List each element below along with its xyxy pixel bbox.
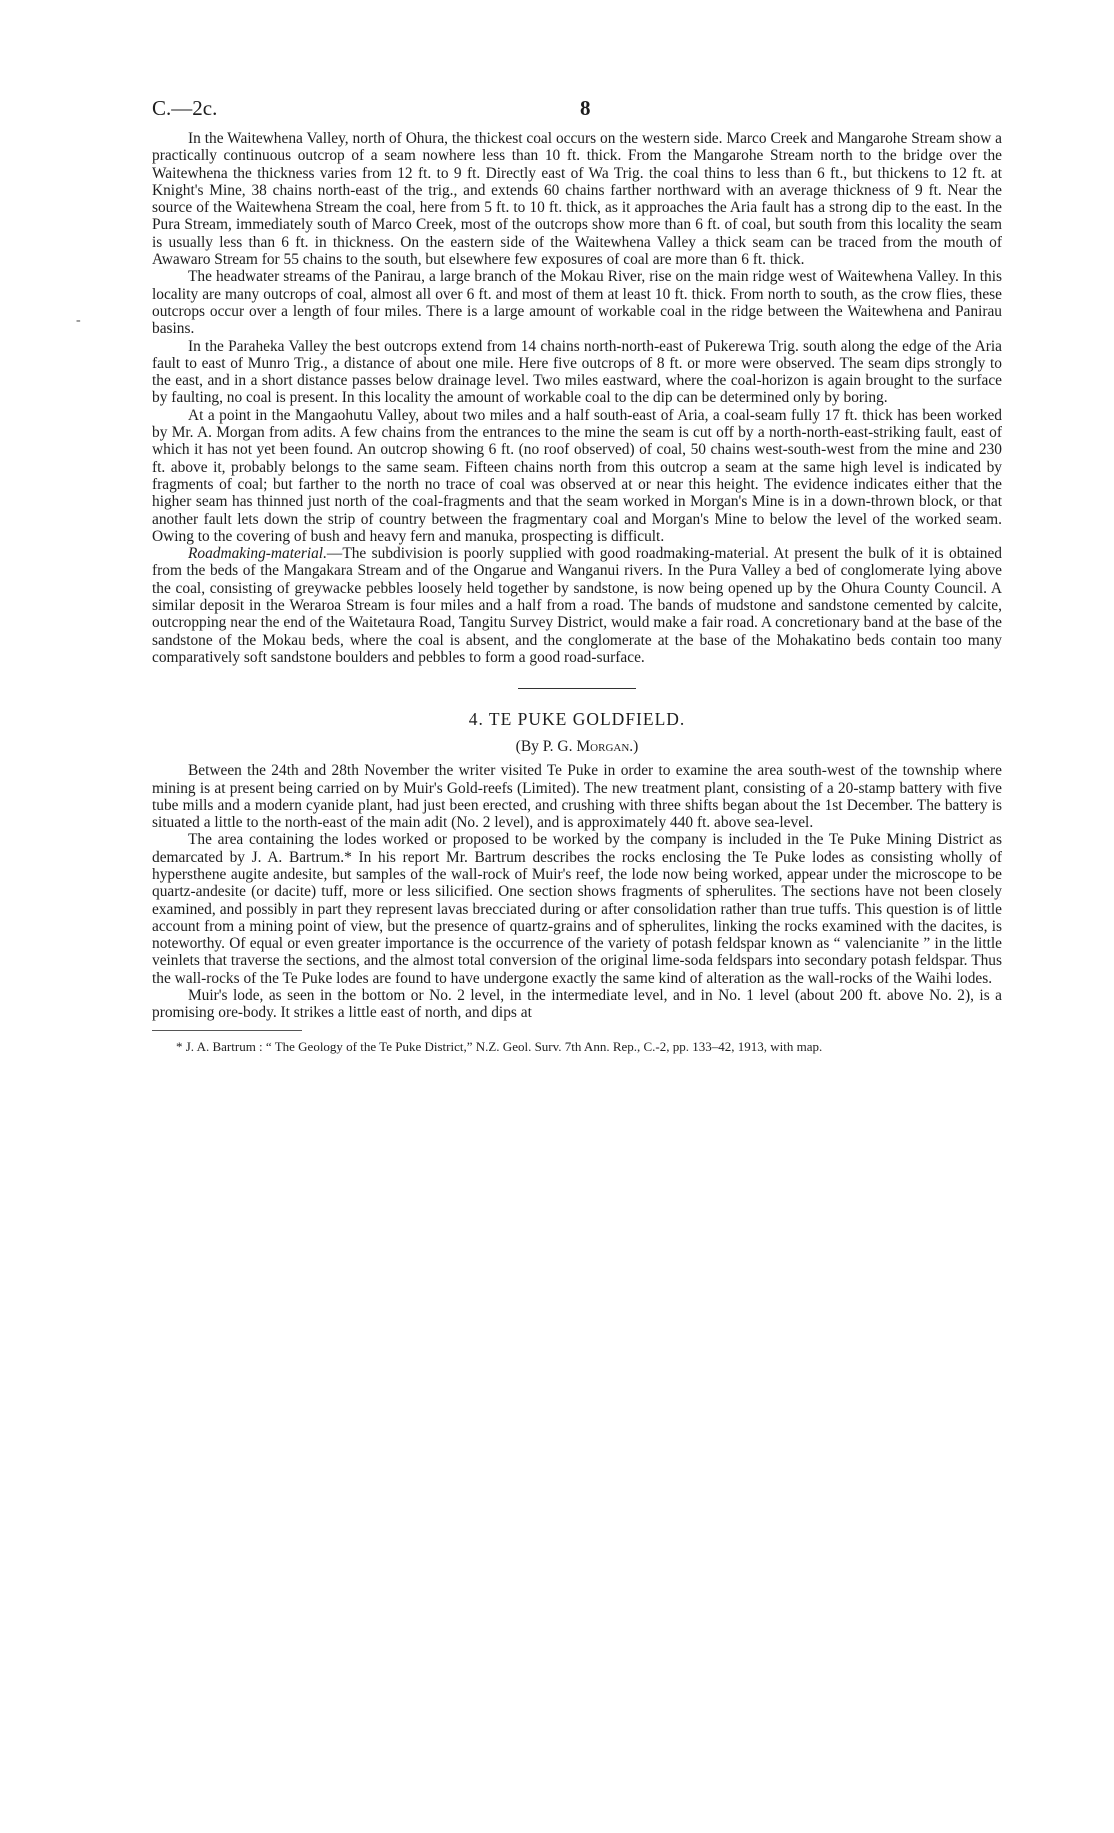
section-divider (518, 688, 636, 689)
coal-section (152, 130, 1002, 666)
document-page (152, 96, 1002, 1054)
document-code: C.—2c. (152, 96, 218, 120)
page-number: 8 (580, 96, 591, 120)
byline (152, 738, 1002, 756)
paragraph-muirs-lode: Muir's lode, as seen in the bottom or No. 2 level, in the intermediate level, and in No. 1 level (about 200 ft. above No. 2), is a promising ore-body. It strikes a little east of north, and dips at (152, 987, 1002, 1022)
byline-suffix: .) (629, 738, 639, 756)
byline-name: Morgan (576, 738, 630, 756)
byline-prefix: (By P. G. (515, 738, 573, 756)
paragraph-roadmaking (152, 545, 1002, 666)
paragraph-visit: Between the 24th and 28th November the writer visited Te Puke in order to examine the area south-west of the township where mining is at present being carried on by Muir's Gold-reefs (Limited). The new treatment plant, consisting of a 20-stamp battery with five tube mills and a modern cyanide plant, had just been erected, and crushing with three shifts began about the 1st December. The battery is situated a little to the north-east of the main adit (No. 2 level), and is approximately 440 ft. above sea-level. (152, 762, 1002, 832)
roadmaking-dash: — (326, 545, 343, 563)
roadmaking-text: The subdivision is poorly supplied with good roadmaking-material. At present the bulk of it is obtained from the beds of the Mangakara Stream and of the Ongarue and Wanganui rivers. In the Pura Valley a bed of conglomerate lying above the coal, consisting of greywacke pebbles loosely held together by sandstone, is now being opened up by the Ohura County Council. A similar deposit in the Weraroa Stream is four miles and a half from a road. The bands of mudstone and sandstone cemented by calcite, outcropping near the end of the Waitetaura Road, Tangitu Survey District, would make a fair road. A concretionary band at the base of the sandstone of the Mokau beds, where the coal is absent, and the conglomerate at the base of the Mohakatino beds contain too many comparatively soft sandstone boulders and pebbles to form a good road-surface. (152, 545, 1002, 666)
footnote-divider (152, 1030, 302, 1031)
footnote: * J. A. Bartrum : “ The Geology of the Te Puke District,” N.Z. Geol. Surv. 7th Ann. Rep., C.-2, pp. 133–42, 1913, with map. (176, 1038, 823, 1054)
section-title: 4. TE PUKE GOLDFIELD. (468, 709, 686, 730)
paragraph-wall-rocks: The area containing the lodes worked or proposed to be worked by the company is included in the Te Puke Mining District as demarcated by J. A. Bartrum.* In his report Mr. Bartrum describes the rocks enclosing the Te Puke lodes as consisting wholly of hypersthene augite andesite, but samples of the wall-rock of Muir's reef, the lode now being worked, appear under the microscope to be quartz-andesite (or dacite) tuff, more or less silicified. One section shows fragments of spherulites. The sections have not been closely examined, and possibly in part they represent lavas brecciated during or after consolidation rather than true tuffs. This question is of little account from a mining point of view, but the presence of quartz-grains and of spherulites, linking the rocks examined with the dacites, is noteworthy. Of equal or even greater importance is the occurrence of the variety of potash feldspar known as “ valencianite ” in the little veinlets that traverse the sections, and the almost total conversion of the original lime-soda feldspars into secondary potash feldspar. Thus the wall-rocks of the Te Puke lodes are found to have undergone exactly the same kind of alteration as the wall-rocks of the Waihi lodes. (152, 831, 1002, 987)
paragraph-waitewhena: In the Waitewhena Valley, north of Ohura, the thickest coal occurs on the western side. Marco Creek and Mangarohe Stream show a practically continuous outcrop of a seam nowhere less than 10 ft. thick. From the Mangarohe Stream north to the bridge over the Waitewhena the thickness varies from 12 ft. to 9 ft. Directly east of Wa Trig. the coal thins to less than 6 ft., but thickens to 12 ft. at Knight's Mine, 38 chains north-east of the trig., and extends 60 chains farther northward with an average thickness of 9 ft. Near the source of the Waitewhena Stream the coal, here from 5 ft. to 10 ft. thick, as it approaches the Aria fault has a strong dip to the east. In the Pura Stream, immediately south of Marco Creek, most of the outcrops show more than 6 ft. of coal, but south from this locality the seam is usually less than 6 ft. in thickness. On the eastern side of the Waitewhena Valley a thick seam can be traced from the mouth of Awawaro Stream for 55 chains to the south, but elsewhere few exposures of coal are more than 6 ft. thick. (152, 130, 1002, 269)
running-head (152, 96, 1002, 130)
paragraph-panirau: The headwater streams of the Panirau, a large branch of the Mokau River, rise on the main ridge west of Waitewhena Valley. In this locality are many outcrops of coal, almost all over 6 ft. and most of them at least 10 ft. thick. From north to south, as the crow flies, these outcrops occur over a length of four miles. There is a large amount of workable coal in the ridge between the Waitewhena and Panirau basins. (152, 268, 1002, 338)
margin-mark: - (76, 313, 81, 328)
roadmaking-label: Roadmaking-material. (188, 545, 327, 563)
paragraph-paraheka: In the Paraheka Valley the best outcrops extend from 14 chains north-north-east of Pukerewa Trig. south along the edge of the Aria fault to east of Munro Trig., a distance of about one mile. Here five outcrops of 8 ft. or more were observed. The seam dips strongly to the east, and in a short distance passes below drainage level. Two miles eastward, where the coal-horizon is again brought to the surface by faulting, no coal is present. In this locality the amount of workable coal to the dip can be determined only by boring. (152, 337, 1002, 407)
paragraph-mangaohutu: At a point in the Mangaohutu Valley, about two miles and a half south-east of Aria, a coal-seam fully 17 ft. thick has been worked by Mr. A. Morgan from adits. A few chains from the entrances to the mine the seam is cut off by a north-north-east-striking fault, east of which it has not yet been found. An outcrop showing 6 ft. (no roof observed) of coal, 50 chains west-south-west from the mine and 230 ft. above it, probably belongs to the same seam. Fifteen chains north from this outcrop a seam at the same high level is indicated by fragments of coal; but farther to the north no trace of coal was observed at or near this height. The evidence indicates either that the higher seam has thinned just north of the coal-fragments and that the seam worked in Morgan's Mine is in a down-thrown block, or that another fault lets down the strip of country between the fragmentary coal and Morgan's Mine to below the level of the worked seam. Owing to the covering of bush and heavy fern and manuka, prospecting is difficult. (152, 406, 1002, 545)
te-puke-section (152, 762, 1002, 1021)
